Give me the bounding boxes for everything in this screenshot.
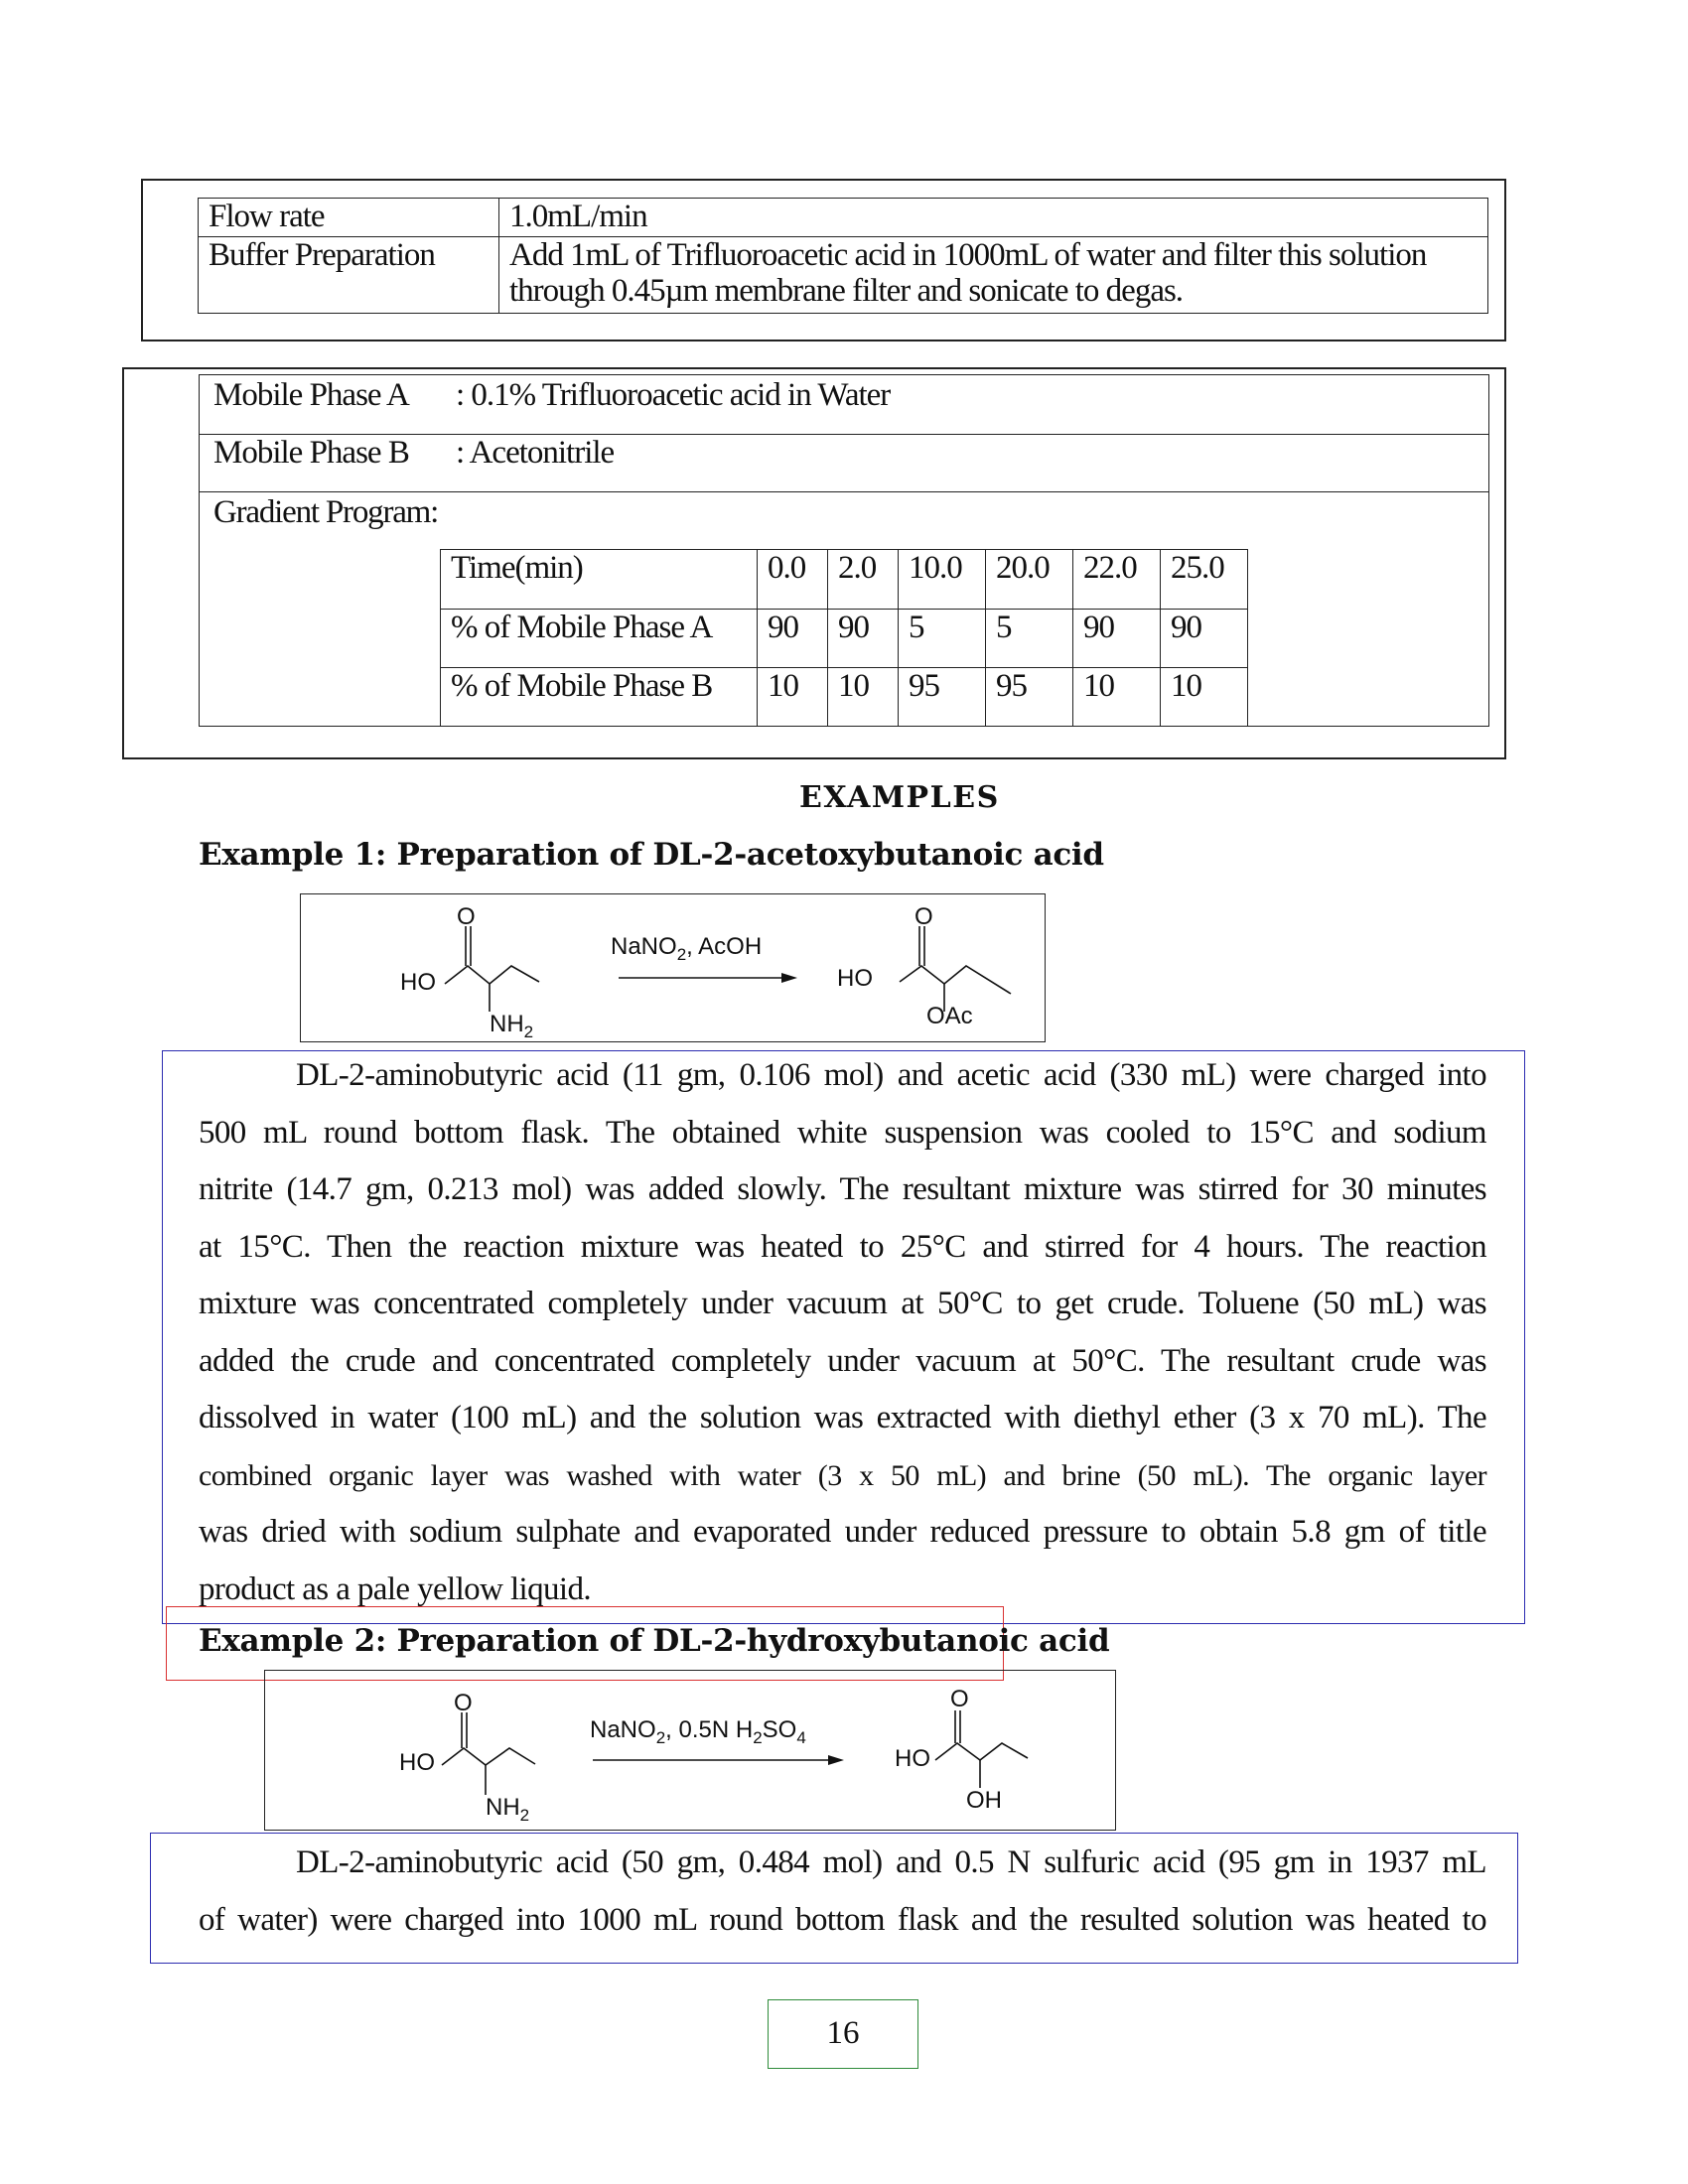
table-cell: 0.0: [758, 550, 828, 610]
table-cell: 25.0: [1161, 550, 1248, 610]
table1-frame: [141, 179, 1506, 341]
reaction-scheme-1: [300, 893, 1046, 1042]
table-cell-label: Flow rate: [199, 199, 499, 237]
table-header: Time(min): [441, 550, 758, 610]
table-row: [441, 550, 1248, 610]
chem-oh: OH: [966, 1787, 1002, 1814]
paragraph-line: was dried with sodium sulphate and evaporated under reduced pressure to obtain 5.8 gm of title: [199, 1514, 1486, 1550]
table-cell: 10: [828, 668, 899, 727]
mobile-phase-b-row: [200, 435, 1488, 492]
chem-o-right: O: [914, 903, 933, 930]
mobile-phase-a-row: [200, 375, 1488, 435]
reaction-scheme-1-graphic: [301, 894, 1047, 1043]
table-cell: 20.0: [986, 550, 1073, 610]
chem-ho-right: HO: [837, 965, 873, 992]
chem-o-right: O: [950, 1686, 969, 1712]
table-cell: 10: [1161, 668, 1248, 727]
mobile-phase-b-label: Mobile Phase B: [213, 435, 409, 471]
table-header: % of Mobile Phase B: [441, 668, 758, 727]
reaction-scheme-2-graphic: [265, 1671, 1117, 1832]
table-cell-label: Buffer Preparation: [199, 237, 499, 314]
gradient-program-label: Gradient Program:: [213, 494, 439, 530]
paragraph-line: 500 mL round bottom flask. The obtained white suspension was cooled to 15°C and sodium: [199, 1114, 1486, 1151]
table-cell-value: Add 1mL of Trifluoroacetic acid in 1000mL of water and filter this solution through 0.45µm membrane filter and sonicate to degas.: [499, 237, 1488, 314]
example1-heading: Example 1: Preparation of DL-2-acetoxybutanoic acid: [199, 837, 1104, 873]
chem-ho-left: HO: [399, 1749, 435, 1776]
chem-reagent-1: NaNO$_2$, AcOH: [611, 933, 763, 964]
reaction-scheme-2: [264, 1670, 1116, 1831]
table-cell: 2.0: [828, 550, 899, 610]
table-cell: 95: [899, 668, 986, 727]
table-cell: 5: [899, 610, 986, 668]
table-header: % of Mobile Phase A: [441, 610, 758, 668]
table-cell: 90: [1073, 610, 1161, 668]
examples-title: EXAMPLES: [799, 780, 1000, 815]
example2-paragraph: [199, 1835, 1486, 1949]
chem-nh2: $NH_2$: [490, 1011, 534, 1041]
table-cell: 90: [1161, 610, 1248, 668]
paragraph-line: nitrite (14.7 gm, 0.213 mol) was added slowly. The resultant mixture was stirred for 30 minutes: [199, 1171, 1486, 1207]
example2-heading: Example 2: Preparation of DL-2-hydroxybutanoic acid: [199, 1623, 1110, 1659]
paragraph-line: DL-2-aminobutyric acid (50 gm, 0.484 mol) and 0.5 N sulfuric acid (95 gm in 1937 mL: [296, 1844, 1486, 1880]
mobile-phase-a-label: Mobile Phase A: [213, 377, 409, 413]
mobile-phase-a-value: : 0.1% Trifluoroacetic acid in Water: [456, 377, 891, 413]
chem-o-left: O: [457, 903, 476, 930]
table-row: [441, 668, 1248, 727]
paragraph-line: product as a pale yellow liquid.: [199, 1570, 592, 1607]
mobile-phase-box: [199, 374, 1489, 727]
chem-oac: OAc: [926, 1003, 973, 1029]
table-cell: 10.0: [899, 550, 986, 610]
table-cell: 95: [986, 668, 1073, 727]
table-cell: 5: [986, 610, 1073, 668]
paragraph-line: at 15°C. Then the reaction mixture was heated to 25°C and stirred for 4 hours. The reaction: [199, 1228, 1486, 1265]
table-cell: 10: [1073, 668, 1161, 727]
table-cell-value: 1.0mL/min: [499, 199, 1488, 237]
table-row: [199, 237, 1488, 314]
table-cell: 22.0: [1073, 550, 1161, 610]
page-number-box: [768, 1999, 918, 2069]
mobile-phase-b-value: : Acetonitrile: [456, 435, 615, 471]
paragraph-line: added the crude and concentrated completely under vacuum at 50°C. The resultant crude was: [199, 1342, 1486, 1379]
paragraph-line: of water) were charged into 1000 mL round bottom flask and the resulted solution was heated to: [199, 1901, 1486, 1938]
chem-ho-right: HO: [895, 1745, 930, 1772]
table-row: [441, 610, 1248, 668]
flow-table: [198, 198, 1488, 314]
table-cell: 10: [758, 668, 828, 727]
table-row: [199, 199, 1488, 237]
chem-o-left: O: [454, 1690, 473, 1716]
table2-frame: [122, 367, 1506, 759]
paragraph-line: dissolved in water (100 mL) and the solution was extracted with diethyl ether (3 x 70 mL). The: [199, 1400, 1486, 1435]
chem-nh2: $NH_2$: [486, 1794, 530, 1825]
chem-reagent-2: NaNO$_2$, 0.5N $H_2SO_4$: [590, 1716, 806, 1747]
chem-ho-left: HO: [400, 969, 436, 996]
paragraph-line: combined organic layer was washed with water (3 x 50 mL) and brine (50 mL). The organic layer: [199, 1458, 1486, 1492]
gradient-table: [440, 549, 1248, 727]
table-cell: 90: [758, 610, 828, 668]
example1-paragraph: [199, 1047, 1486, 1618]
paragraph-line: mixture was concentrated completely under vacuum at 50°C to get crude. Toluene (50 mL) was: [199, 1286, 1486, 1321]
paragraph-line: DL-2-aminobutyric acid (11 gm, 0.106 mol) and acetic acid (330 mL) were charged into: [296, 1057, 1486, 1093]
table-cell: 90: [828, 610, 899, 668]
page-number: 16: [826, 2015, 860, 2051]
